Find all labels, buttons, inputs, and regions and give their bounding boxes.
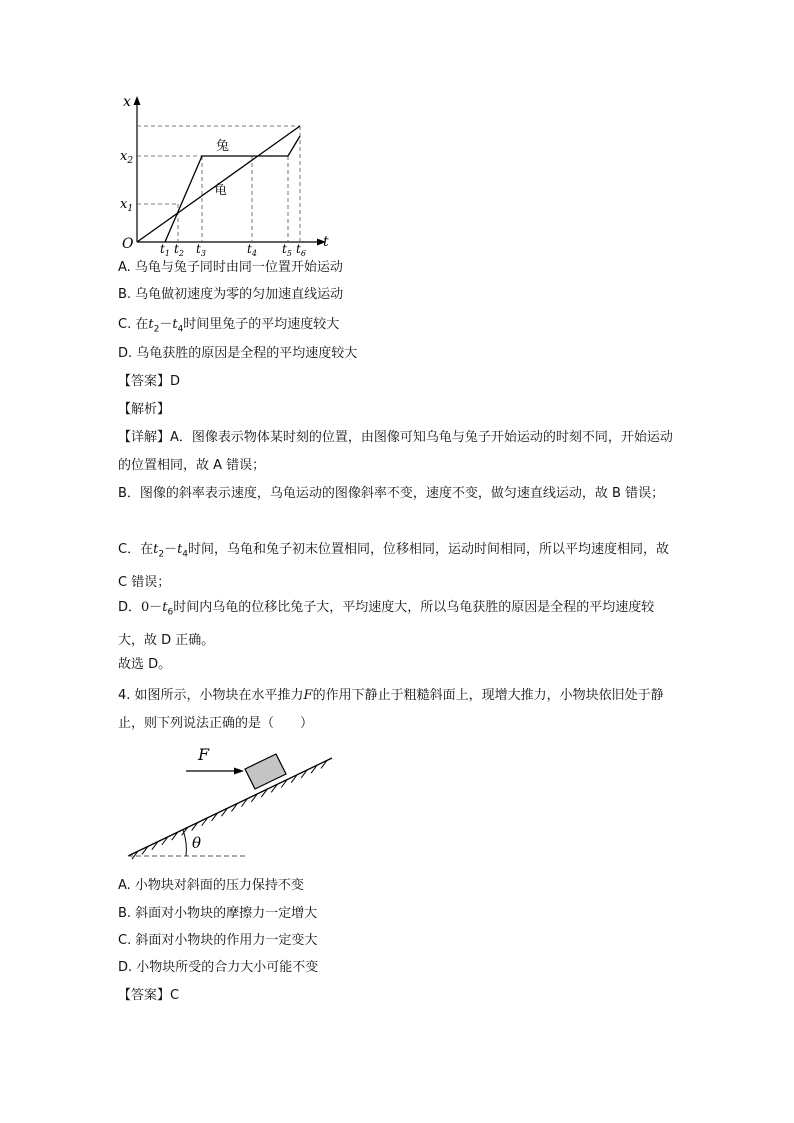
q4-answer: 【答案】C: [118, 988, 180, 1003]
q3-detail-c-sub2: 4: [182, 549, 189, 560]
q3-option-c-pre: C. 在: [118, 317, 149, 332]
q3-option-c-rest: 时间里兔子的平均速度较大: [183, 317, 340, 332]
force-label: F: [198, 745, 210, 764]
t1-label: $t_1$: [160, 242, 170, 258]
q3-detail-c: [118, 536, 674, 597]
q3-analysis-head: 【解析】: [118, 402, 171, 417]
q3-option-c: [118, 315, 339, 340]
axis-t-label: t: [323, 234, 329, 250]
q3-conclusion: 故选 D。: [118, 657, 172, 672]
q3-option-c-sub2: 4: [177, 324, 184, 335]
q4-stem-pre: 4. 如图所示，小物块在水平推力: [118, 688, 304, 703]
q3-detail-d-sub: 6: [167, 607, 174, 618]
q3-option-c-sub1: 2: [153, 324, 160, 335]
q3-option-c-var1: t: [148, 317, 154, 332]
q3-option-a: A. 乌龟与兔子同时由同一位置开始运动: [118, 260, 343, 275]
theta-label: θ: [192, 834, 202, 852]
q3-option-c-mid: －: [159, 317, 173, 332]
turtle-label: 龟: [214, 183, 228, 198]
xt-graph: [110, 90, 340, 258]
q3-option-d: D. 乌龟获胜的原因是全程的平均速度较大: [118, 346, 358, 361]
graph-y-arrow: [134, 96, 141, 105]
q4-stem-F: F: [303, 688, 313, 703]
q4-option-a: A. 小物块对斜面的压力保持不变: [118, 878, 304, 893]
t5-label: $t_5$: [282, 242, 292, 258]
incline-figure: [120, 738, 340, 866]
origin-label: O: [122, 236, 134, 252]
rabbit-label: 兔: [216, 139, 230, 154]
q3-detail-a: 【详解】A．图像表示物体某时刻的位置，由图像可知乌龟与兔子开始运动的时刻不同，开始运动的位置相同，故 A 错误；: [118, 430, 673, 473]
axis-x-label: x: [123, 94, 131, 110]
q3-detail-d-pre: D．: [118, 600, 142, 615]
q3-detail-c-var1: t: [153, 542, 159, 557]
q4-stem-post: 的作用下静止于粗糙斜面上，现增大推力，小物块依旧处于静止，则下列说法正确的是（ ）: [118, 688, 664, 731]
incline-hatches: [132, 760, 327, 859]
rabbit-line: [165, 136, 300, 242]
q3-option-c-var2: t: [172, 317, 178, 332]
angle-arc: [183, 830, 186, 856]
q4-option-c: C. 斜面对小物块的作用力一定变大: [118, 933, 318, 948]
q3-detail-c-var2: t: [177, 542, 183, 557]
force-arrow-head: [234, 768, 244, 775]
q4-option-b: B. 斜面对小物块的摩擦力一定增大: [118, 906, 318, 921]
t4-label: $t_4$: [247, 242, 257, 258]
q3-answer: 【答案】D: [118, 374, 181, 389]
q3-detail-d: [118, 594, 674, 655]
t6-label: $t_6$: [296, 242, 306, 258]
q3-detail-c-sub1: 2: [158, 549, 165, 560]
q3-option-b: B. 乌龟做初速度为零的匀加速直线运动: [118, 287, 344, 302]
q3-detail-c-post: 时间，乌龟和兔子初末位置相同，位移相同，运动时间相同，所以平均速度相同，故 C 错误；: [118, 542, 670, 590]
x1-label: $x_1$: [120, 197, 134, 214]
t3-label: $t_3$: [196, 242, 206, 258]
t2-label: $t_2$: [174, 242, 184, 258]
q3-detail-d-zero: 0－: [141, 600, 163, 615]
q3-detail-c-mid: －: [164, 542, 178, 557]
q3-detail-d-post: 时间内乌龟的位移比兔子大，平均速度大，所以乌龟获胜的原因是全程的平均速度较大，故 D 正确。: [118, 600, 655, 648]
q3-detail-c-pre: C．在: [118, 542, 154, 557]
q3-detail-d-var: t: [162, 600, 168, 615]
q4-option-d: D. 小物块所受的合力大小可能不变: [118, 960, 319, 975]
q4-stem: [118, 682, 674, 738]
q3-detail-b: B．图像的斜率表示速度，乌龟运动的图像斜率不变，速度不变，做匀速直线运动，故 B 错误；: [118, 486, 665, 501]
x2-label: $x_2$: [120, 149, 134, 166]
incline-surface: [128, 758, 332, 856]
